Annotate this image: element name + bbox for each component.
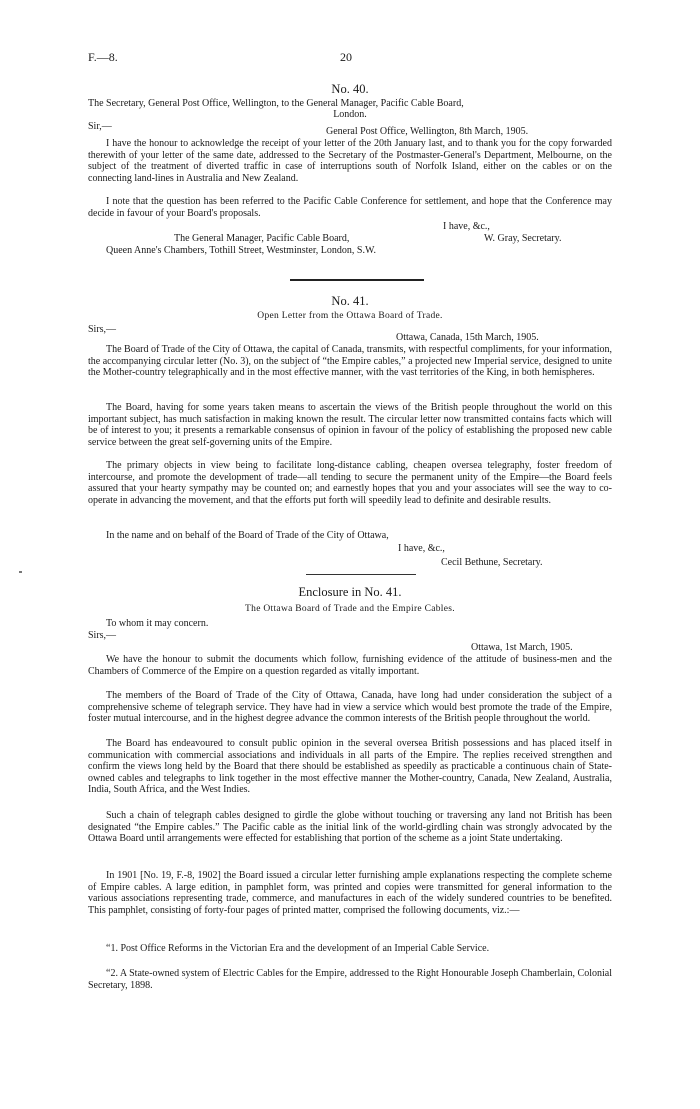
enclosure-title: Enclosure in No. 41.: [298, 585, 402, 599]
no40-paragraph-1: I have the honour to acknowledge the receipt of your letter of the 20th January last, and to thank you for the copy forwarded therewith of your letter of the same date, addressed to the Secretary of the Postmaster-General's Department, Melbourne, on the subject of the treatment of diverted traffic in case of interruptions south of Norfolk Island, either on the cables or on the connecting land-lines in Australia and New Zealand.: [88, 138, 612, 184]
enclosure-salutation: Sirs,—: [88, 630, 117, 641]
no41-paragraph-2: The Board, having for some years taken means to ascertain the views of the British people throughout the world on this important subject, has much satisfaction in making known the result. The circular letter now transmitted contains facts which will be of interest to you; it presents a remarkable consensus of opinion in favour of the policy of establishing the proposed new cable service between the great self-governing units of the Empire.: [88, 402, 612, 448]
enclosure-paragraph-5: In 1901 [No. 19, F.-8, 1902] the Board issued a circular letter furnishing ample explanations respecting the complete scheme of Empire cables. A large edition, in pamphlet form, was printed and copies were transmitted for general information to the various associations representing trade, commerce, and manufactures in each of the widely sundered countries to be benefited. This pamphlet, consisting of forty-four pages of printed matter, comprised the following documents, viz.:—: [88, 870, 612, 916]
document-reference: F.—8.: [88, 50, 118, 64]
no41-paragraph-1: The Board of Trade of the City of Ottawa, the capital of Canada, transmits, with respectful compliments, for your information, the accompanying circular letter (No. 3), on the subject of “the Empire cables,” a projected new Imperial service, designed to unite the Mother-country telegraphically and in the most effective manner, with the vast territories of the King, in both hemispheres.: [88, 344, 612, 379]
no41-dateline: Ottawa, Canada, 15th March, 1905.: [396, 332, 539, 343]
enclosure-to-whom: To whom it may concern.: [106, 618, 209, 629]
margin-mark: [19, 571, 22, 573]
enclosure-paragraph-3: The Board has endeavoured to consult public opinion in the several oversea British possessions and has placed itself in communication with commercial associations and individuals in all parts of the Empire. The replies received strengthen and confirm the views long held by the Board that there should be established as speedily as practicable a continuous chain of State-owned cables and telegraphs to link together in the most effective manner the Mother-country, Canada, New Zealand, Australia, India, South Africa, and the West Indies.: [88, 738, 612, 796]
enclosure-subtitle: The Ottawa Board of Trade and the Empire Cables.: [245, 604, 455, 614]
no40-title: No. 40.: [331, 82, 369, 96]
no41-closing: I have, &c.,: [398, 543, 445, 554]
page-number: 20: [340, 50, 352, 64]
no40-intro-line1: The Secretary, General Post Office, Wellington, to the General Manager, Pacific Cable Board,: [88, 98, 464, 109]
no40-address: Queen Anne's Chambers, Tothill Street, Westminster, London, S.W.: [106, 245, 376, 256]
enclosure-list-item-2: “2. A State-owned system of Electric Cables for the Empire, addressed to the Right Honourable Joseph Chamberlain, Colonial Secretary, 1898.: [88, 968, 612, 991]
no40-intro-line2: London.: [333, 109, 367, 120]
no40-closing: I have, &c.,: [443, 221, 490, 232]
no40-addressee: The General Manager, Pacific Cable Board,: [174, 233, 350, 244]
enclosure-list-item-1: “1. Post Office Reforms in the Victorian Era and the development of an Imperial Cable Service.: [106, 943, 490, 954]
no41-signature: Cecil Bethune, Secretary.: [441, 557, 543, 568]
enclosure-dateline: Ottawa, 1st March, 1905.: [471, 642, 573, 653]
no41-title: No. 41.: [331, 294, 369, 308]
no40-salutation: Sir,—: [88, 121, 112, 132]
no41-salutation: Sirs,—: [88, 324, 117, 335]
no40-signature: W. Gray, Secretary.: [484, 233, 562, 244]
no41-paragraph-3: The primary objects in view being to facilitate long-distance cabling, cheapen oversea telegraphy, foster freedom of intercourse, and promote the development of trade—all tending to secure the permanent unity of the Empire—the Board feels assured that your hearty sympathy may be counted on; and earnestly hopes that you and your associates will see the way to co-operate in advancing the movement, and that the efforts put forth will speedily lead to definite and desirable results.: [88, 460, 612, 506]
enclosure-paragraph-1: We have the honour to submit the documents which follow, furnishing evidence of the attitude of business-men and the Chambers of Commerce of the Empire on a question regarded as vitally important.: [88, 654, 612, 677]
no40-dateline: General Post Office, Wellington, 8th March, 1905.: [326, 126, 529, 137]
section-divider: [290, 279, 424, 281]
no41-subtitle: Open Letter from the Ottawa Board of Trade.: [257, 311, 443, 321]
enclosure-paragraph-2: The members of the Board of Trade of the City of Ottawa, Canada, have long had under consideration the subject of a comprehensive scheme of telegraph service. They have had in view a service which would best promote the trade of the Empire, foster mutual intercourse, and in the highest degree advance the common interests of the British people throughout the world.: [88, 690, 612, 725]
enclosure-paragraph-4: Such a chain of telegraph cables designed to girdle the globe without touching or traversing any land not British has been designated “the Empire cables.” The Pacific cable as the initial link of the world-girdling chain was strongly advocated by the Ottawa Board until arrangements were effected for establishing that portion of the scheme as a joint State undertaking.: [88, 810, 612, 845]
section-divider-thin: [306, 574, 416, 575]
no40-paragraph-2: I note that the question has been referred to the Pacific Cable Conference for settlement, and hope that the Conference may decide in favour of your Board's proposals.: [88, 196, 612, 219]
no41-paragraph-4: In the name and on behalf of the Board of Trade of the City of Ottawa,: [106, 530, 389, 541]
